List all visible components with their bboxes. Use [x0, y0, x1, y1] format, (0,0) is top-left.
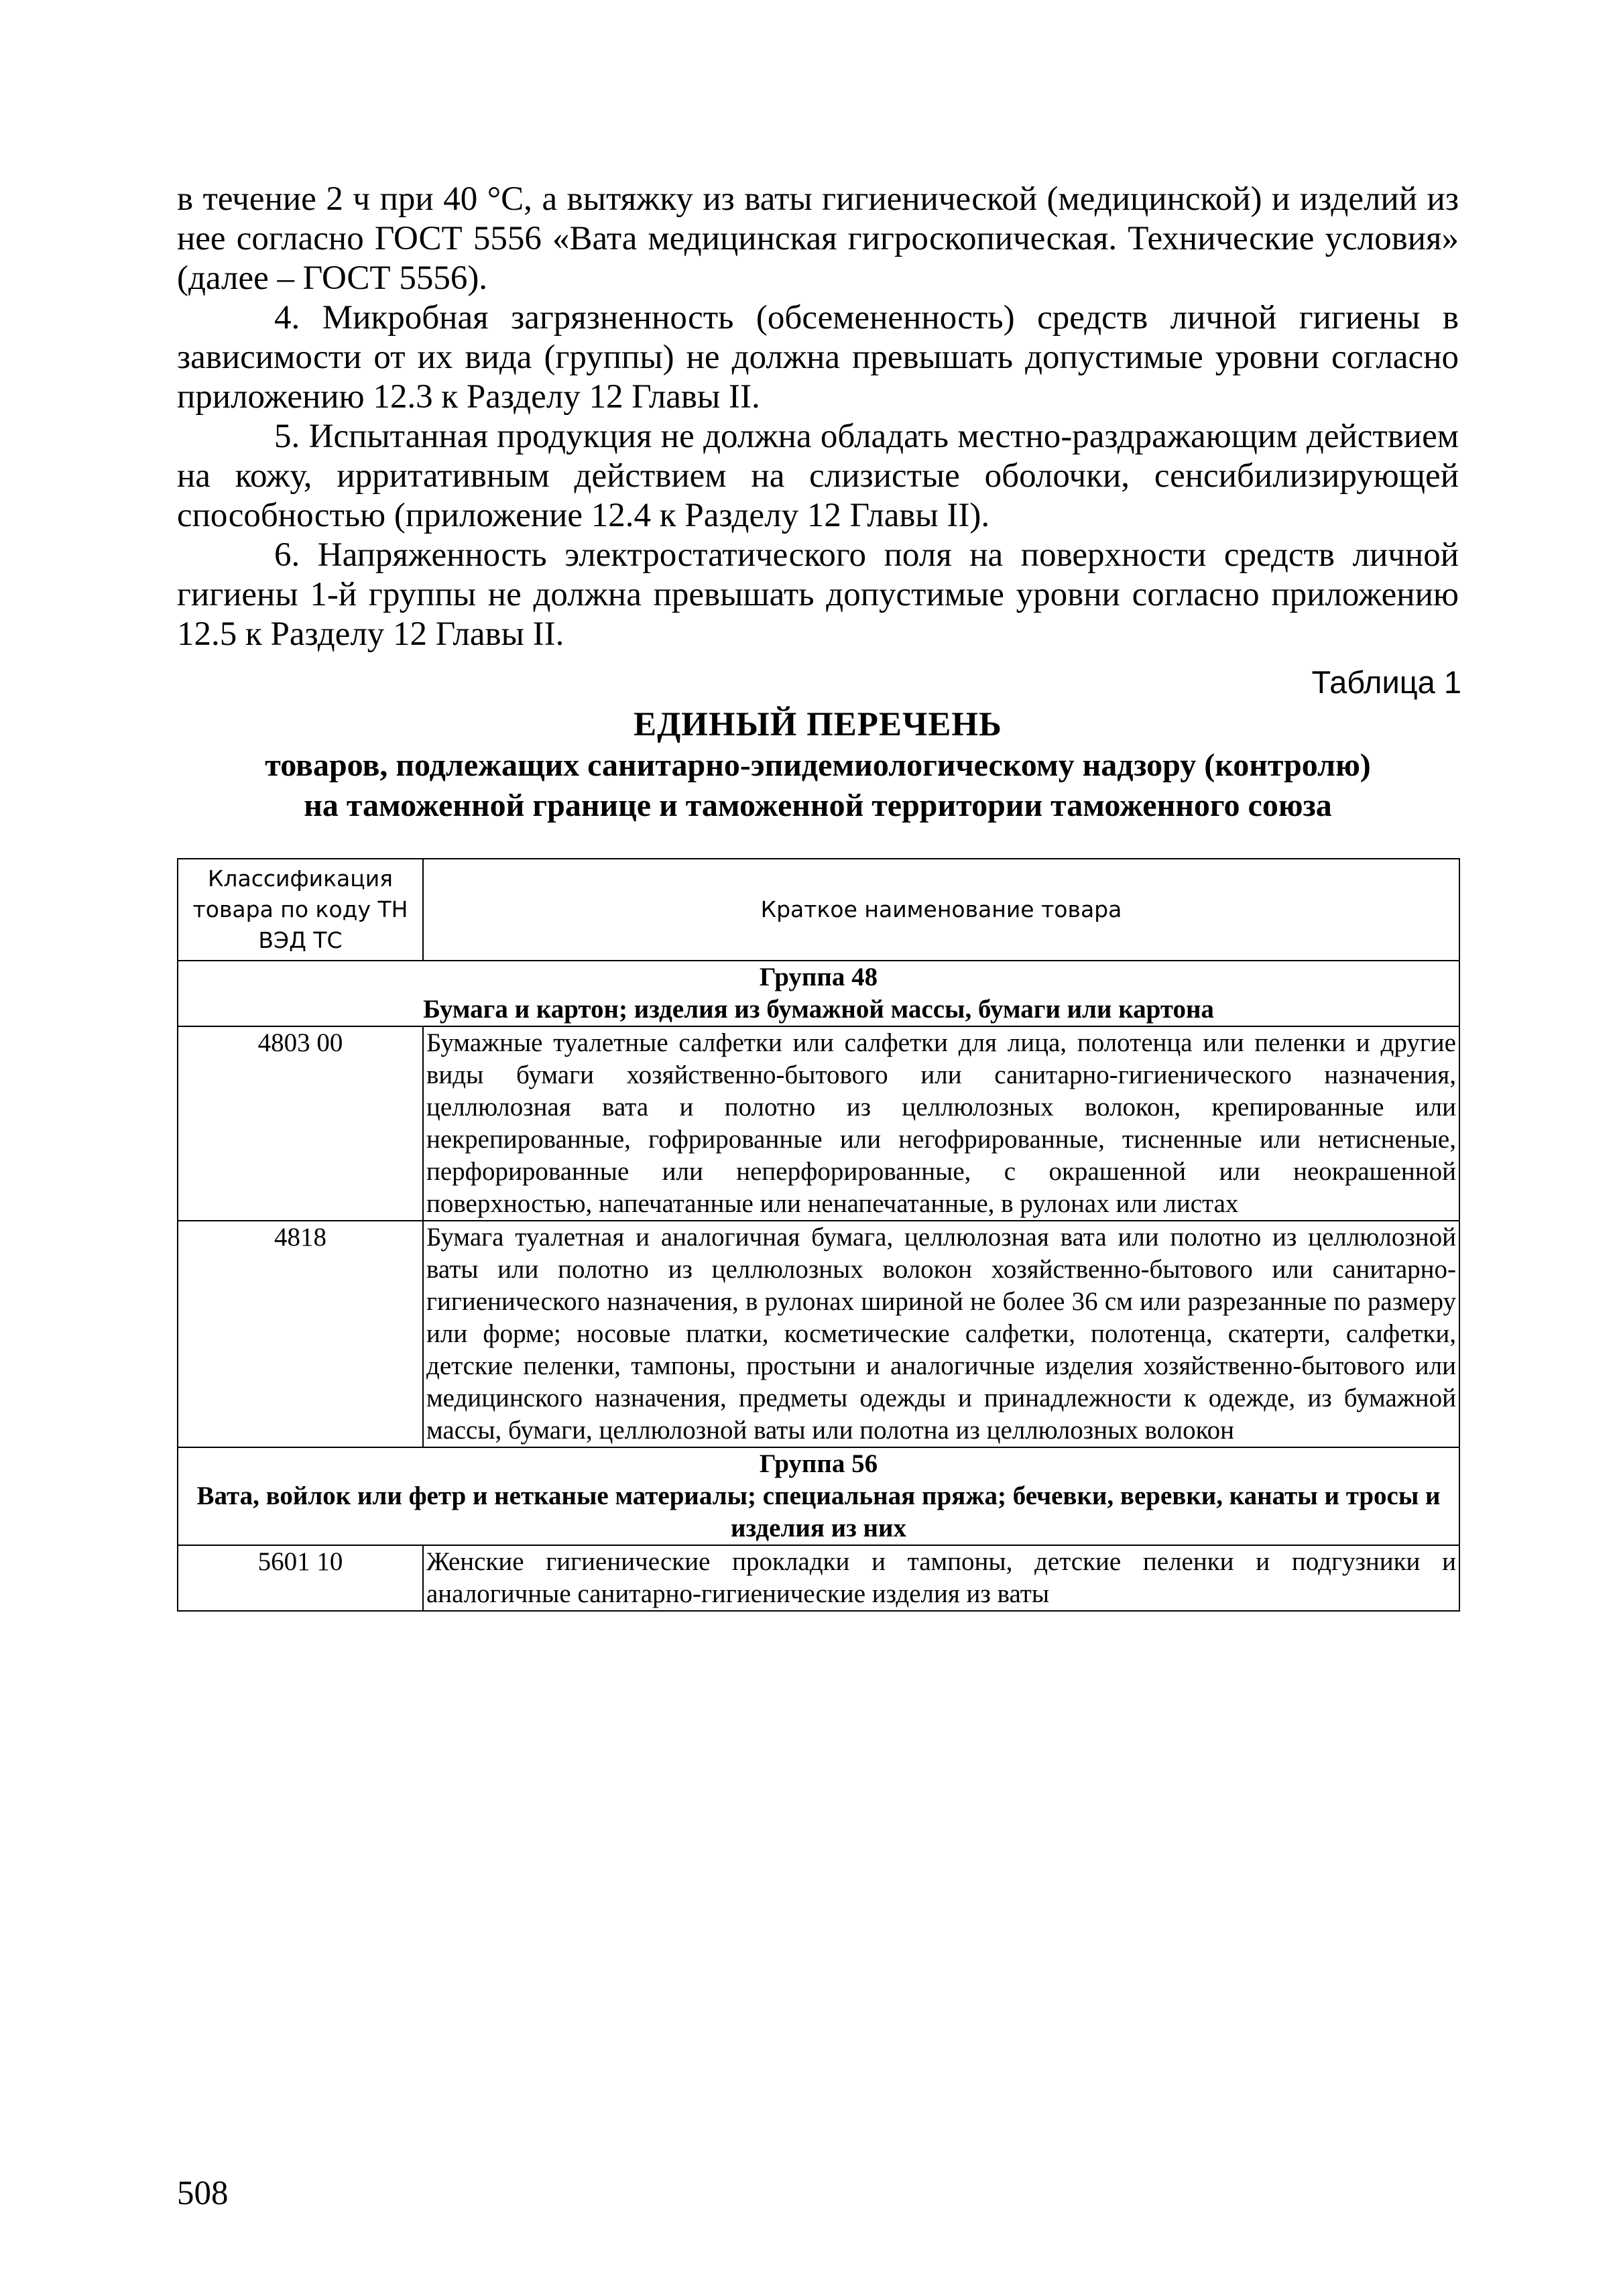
group-title: Группа 48 [759, 963, 878, 991]
group-48-heading [178, 961, 1459, 1026]
table-title [177, 704, 1459, 826]
group-subtitle: Вата, войлок или фетр и нетканые материалы; специальная пряжа; бечевки, веревки, канаты и тросы и изделия из них [196, 1482, 1441, 1543]
group-title: Группа 56 [759, 1449, 878, 1478]
page-number: 508 [177, 2175, 229, 2212]
group-row [178, 1447, 1459, 1545]
group-56-heading [178, 1447, 1459, 1545]
table-row [178, 1026, 1459, 1221]
row-name: Женские гигиенические прокладки и тампоны, детские пеленки и подгузники и аналогичные санитарно-гигиенические изделия из ваты [423, 1545, 1459, 1611]
row-code: 4818 [178, 1221, 423, 1447]
row-code: 4803 00 [178, 1026, 423, 1221]
paragraph-5: 5. Испытанная продукция не должна обладать местно-раздражающим действием на кожу, ирритативным действием на слизистые оболочки, сенсибилизирующей способностью (приложение 12.4 к Разделу 12 Главы II). [177, 418, 1459, 534]
table-row [178, 1221, 1459, 1447]
header-name: Краткое наименование товара [423, 859, 1459, 961]
paragraph-continuation: в течение 2 ч при 40 °С, а вытяжку из ваты гигиенической (медицинской) и изделий из нее согласно ГОСТ 5556 «Вата медицинская гигроскопическая. Технические условия» (далее – ГОСТ 5556). [177, 180, 1459, 297]
goods-table [177, 858, 1460, 1612]
row-name: Бумажные туалетные салфетки или салфетки для лица, полотенца или пеленки и другие виды бумаги хозяйственно-бытового или санитарно-гигиенического назначения, целлюлозная вата и полотно из целлюлозных волокон, крепированные или некрепированные, гофрированные или негофрированные, тисненные или нетисненые, перфорированные или неперфорированные, с окрашенной или неокрашенной поверхностью, напечатанные или ненапечатанные, в рулонах или листах [423, 1026, 1459, 1221]
header-code: Классификация товара по коду ТН ВЭД ТС [178, 859, 423, 961]
row-name: Бумага туалетная и аналогичная бумага, целлюлозная вата или полотно из целлюлозной ваты или полотно из целлюлозных волокон хозяйственно-бытового или санитарно-гигиенического назначения, в рулонах шириной не более 36 см или разрезанные по размеру или форме; носовые платки, косметические салфетки, полотенца, скатерти, салфетки, детские пеленки, тампоны, простыни и аналогичные изделия хозяйственно-бытового или медицинского назначения, предметы одежды и принадлежности к одежде, из бумажной массы, бумаги, целлюлозной ваты или полотна из целлюлозных волокон [423, 1221, 1459, 1447]
table-header-row [178, 859, 1459, 961]
title-subtitle-line1: товаров, подлежащих санитарно-эпидемиологическому надзору (контролю) [265, 747, 1371, 783]
title-main: ЕДИНЫЙ ПЕРЕЧЕНЬ [634, 706, 1002, 743]
paragraph-4: 4. Микробная загрязненность (обсемененность) средств личной гигиены в зависимости от их вида (группы) не должна превышать допустимые уровни согласно приложению 12.3 к Разделу 12 Главы II. [177, 299, 1459, 416]
body-text [177, 180, 1459, 654]
table-row [178, 1545, 1459, 1611]
title-subtitle-line2: на таможенной границе и таможенной территории таможенного союза [304, 788, 1332, 823]
row-code: 5601 10 [178, 1545, 423, 1611]
paragraph-6: 6. Напряженность электростатического поля на поверхности средств личной гигиены 1-й группы не должна превышать допустимые уровни согласно приложению 12.5 к Разделу 12 Главы II. [177, 536, 1459, 653]
group-subtitle: Бумага и картон; изделия из бумажной массы, бумаги или картона [423, 995, 1214, 1024]
group-row [178, 961, 1459, 1026]
table-label: Таблица 1 [1311, 664, 1461, 700]
